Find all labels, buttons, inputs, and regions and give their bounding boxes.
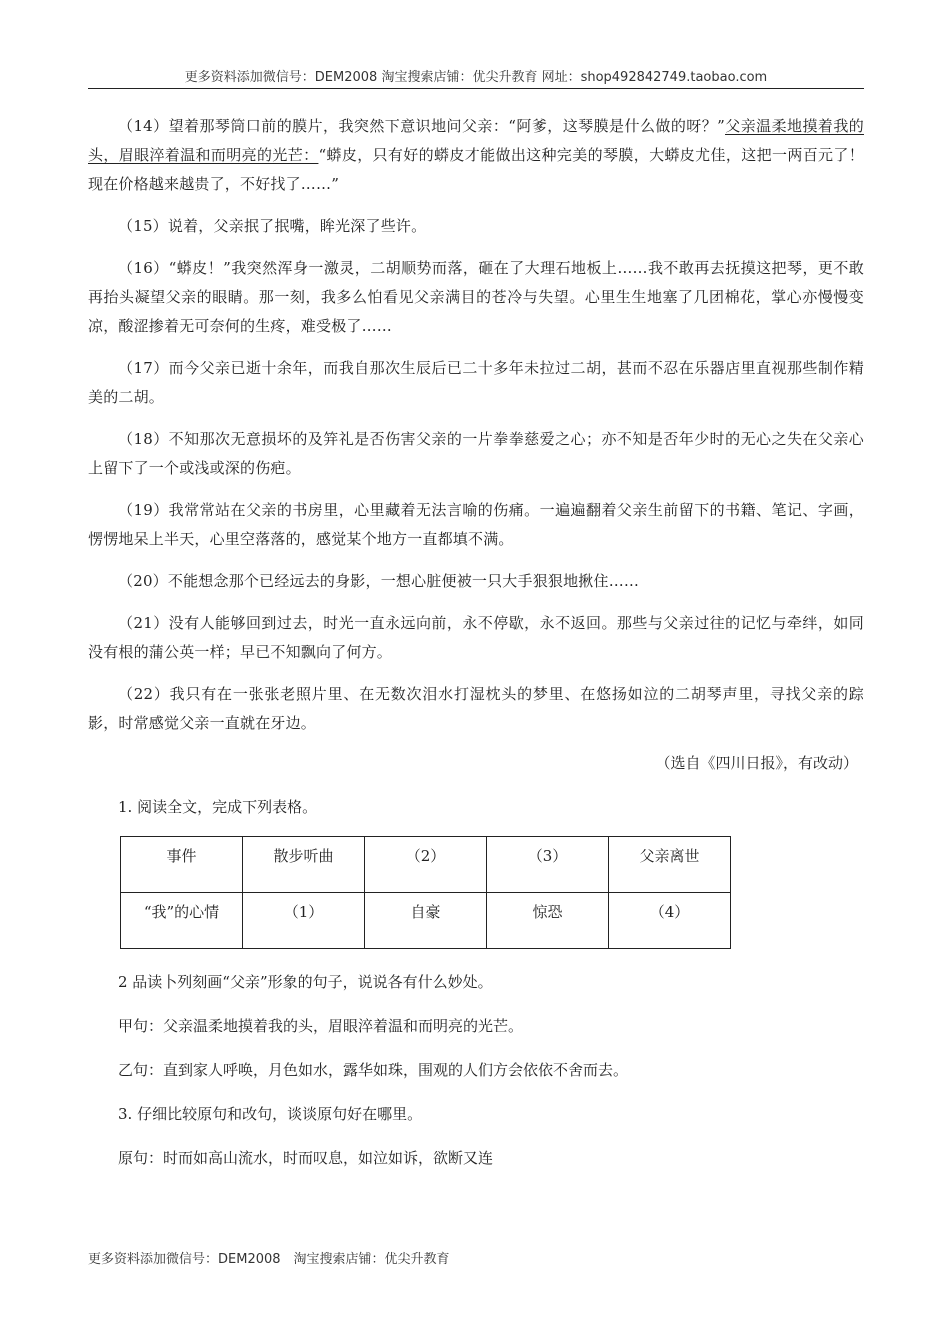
paragraph-21: （21）没有人能够回到过去，时光一直永远向前，永不停歇，永不返回。那些与父亲过往的记忆与牵绊，如同没有根的蒲公英一样；早已不知飘向了何方。 [88, 614, 864, 661]
page-footer: 更多资料添加微信号：DEM2008 淘宝搜索店铺：优尖升教育 [88, 1252, 450, 1267]
table-row [121, 837, 731, 893]
table-cell: 父亲离世 [609, 837, 731, 893]
paragraph-18: （18）不知那次无意损坏的及笄礼是否伤害父亲的一片拳拳慈爱之心；亦不知是否年少时的无心之失在父亲心上留下了一个或浅或深的伤疤。 [88, 430, 864, 477]
table-cell: （4） [609, 893, 731, 949]
table-cell: （3） [487, 837, 609, 893]
paragraph-14-underlined: 父亲温柔地摸着我的头，眉眼淬着温和而明亮的光芒： [88, 117, 864, 164]
source-citation: （选自《四川日报》，有改动） [655, 754, 858, 772]
paragraph-15: （15）说着，父亲抿了抿嘴，眸光深了些许。 [118, 217, 427, 235]
header-divider [88, 88, 864, 89]
table-cell: 散步听曲 [243, 837, 365, 893]
table-cell: （2） [365, 837, 487, 893]
document-body [88, 112, 864, 1187]
paragraph-19: （19）我常常站在父亲的书房里，心里藏着无法言喻的伤痛。一遍遍翻着父亲生前留下的书籍、笔记、字画，愣愣地呆上半天，心里空落落的，感觉某个地方一直都填不满。 [88, 501, 864, 548]
table-cell: 事件 [121, 837, 243, 893]
paragraph-14-text-c: “蟒皮，只有好的蟒皮才能做出这种完美的琴膜，大蟒皮尤佳，这把一两百元了！现在价格越来越贵了，不好找了……” [88, 146, 864, 193]
answer-table [120, 836, 731, 949]
paragraph-22: （22）我只有在一张张老照片里、在无数次泪水打湿枕头的梦里、在悠扬如泣的二胡琴声里，寻找父亲的踪影，时常感觉父亲一直就在牙边。 [88, 685, 864, 732]
page-header: 更多资料添加微信号：DEM2008 淘宝搜索店铺：优尖升教育 网址：shop492842749.taobao.com [184, 70, 768, 85]
table-cell: “我”的心情 [121, 893, 243, 949]
paragraph-14 [88, 112, 864, 199]
question-1: 1. 阅读全文，完成下列表格。 [118, 798, 318, 816]
question-2-sentence-a: 甲句：父亲温柔地摸着我的头，眉眼淬着温和而明亮的光芒。 [118, 1017, 524, 1035]
question-2-sentence-b: 乙句：直到家人呼唤，月色如水，露华如珠，围观的人们方会依依不舍而去。 [118, 1061, 629, 1079]
question-2: 2 品读卜列刻画“父亲”形象的句子，说说各有什么妙处。 [118, 973, 493, 991]
table-row [121, 893, 731, 949]
paragraph-20: （20）不能想念那个已经远去的身影，一想心脏便被一只大手狠狠地揪住…… [118, 572, 640, 590]
paragraph-17: （17）而今父亲已逝十余年，而我自那次生辰后已二十多年未拉过二胡，甚而不忍在乐器店里直视那些制作精美的二胡。 [88, 359, 864, 406]
table-cell: （1） [243, 893, 365, 949]
table-cell: 惊恐 [487, 893, 609, 949]
paragraph-14-text-a: （14）望着那琴筒口前的膜片，我突然下意识地问父亲：“阿爹，这琴膜是什么做的呀？” [118, 117, 726, 135]
paragraph-16: （16）“蟒皮！”我突然浑身一激灵，二胡顺势而落，砸在了大理石地板上……我不敢再去抚摸这把琴，更不敢再抬头凝望父亲的眼睛。那一刻，我多么怕看见父亲满目的苍冷与失望。心里生生地塞了几团棉花，掌心亦慢慢变凉，酸涩掺着无可奈何的生疼，难受极了…… [88, 259, 864, 335]
question-3-original-sentence: 原句：时而如高山流水，时而叹息，如泣如诉，欲断又连 [118, 1149, 494, 1167]
table-cell: 自豪 [365, 893, 487, 949]
question-3: 3. 仔细比较原句和改句，谈谈原句好在哪里。 [118, 1105, 423, 1123]
